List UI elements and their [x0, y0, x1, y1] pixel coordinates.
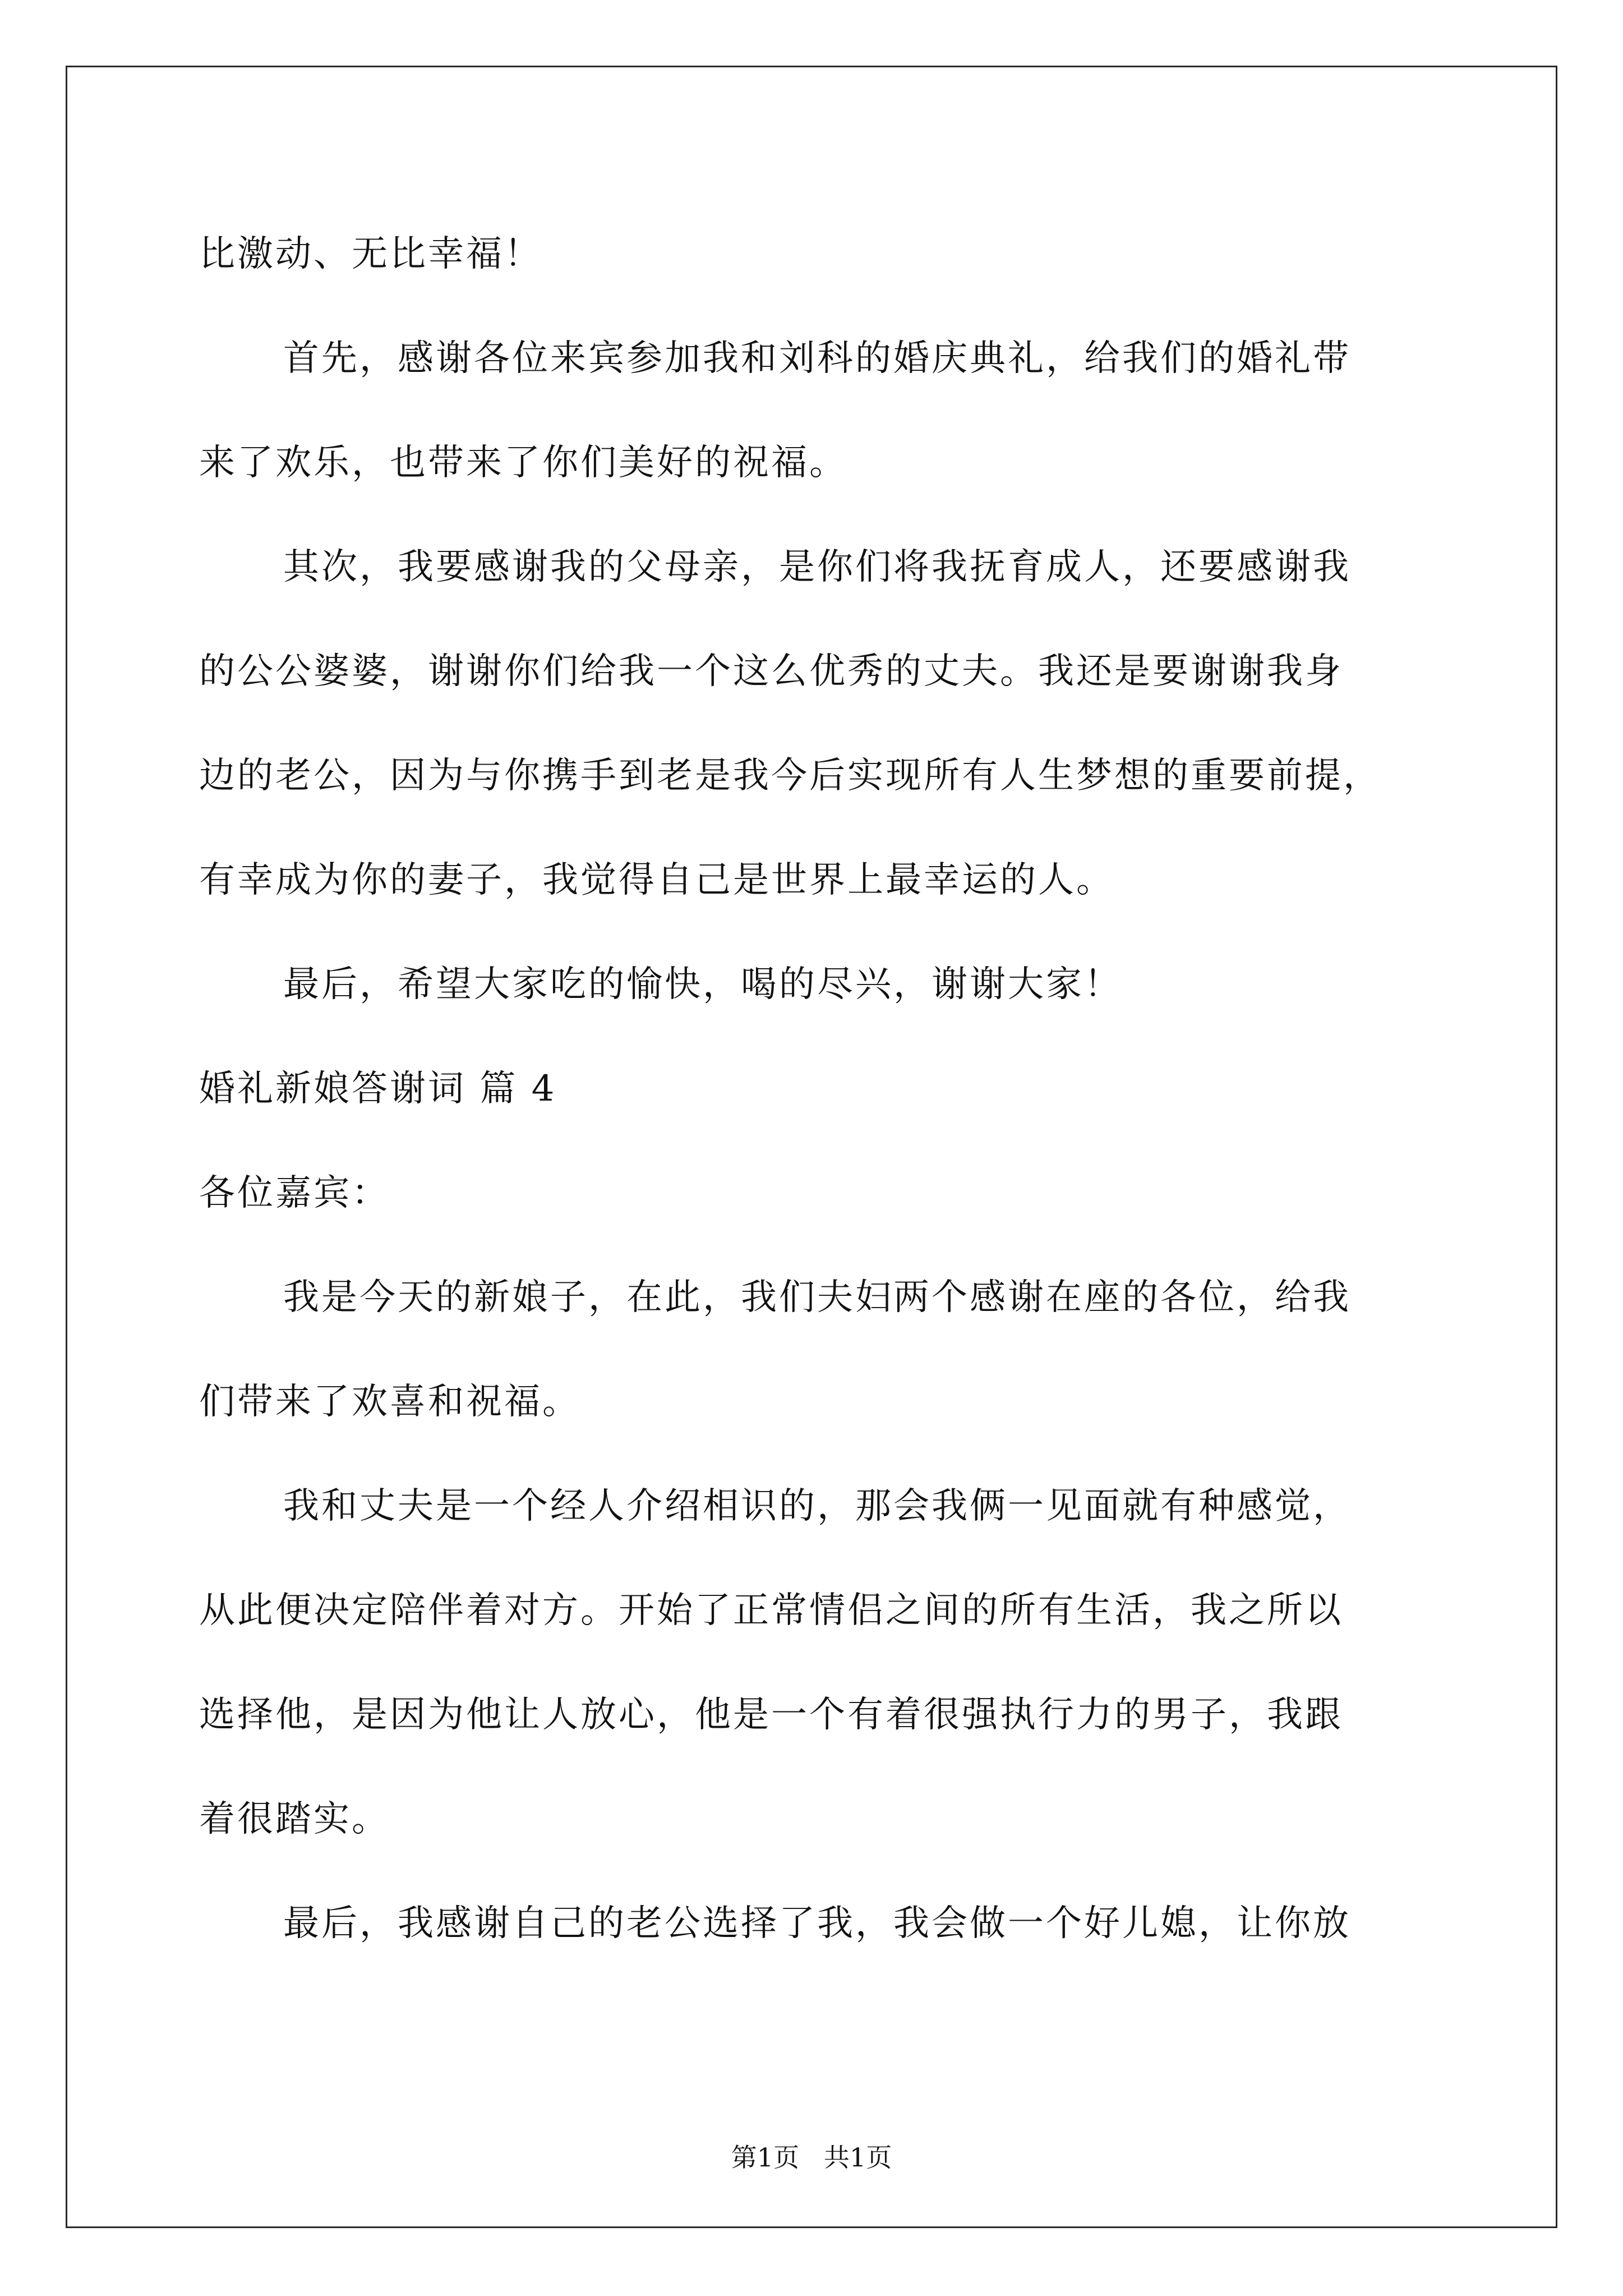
text-line: 来了欢乐，也带来了你们美好的祝福。 [199, 442, 847, 484]
text-line: 最后，希望大家吃的愉快，喝的尽兴，谢谢大家！ [283, 964, 1122, 1005]
salutation: 各位嘉宾： [199, 1172, 390, 1214]
document-body [199, 202, 1461, 1976]
text-line: 们带来了欢喜和祝福。 [199, 1381, 580, 1423]
page-footer: 第1页 共1页 [731, 2142, 892, 2173]
text-line: 从此便决定陪伴着对方。开始了正常情侣之间的所有生活，我之所以 [199, 1590, 1343, 1631]
text-line: 我是今天的新娘子，在此，我们夫妇两个感谢在座的各位，给我 [283, 1277, 1351, 1318]
text-line: 选择他，是因为他让人放心，他是一个有着很强执行力的男子，我跟 [199, 1694, 1343, 1736]
text-line: 着很踏实。 [199, 1798, 390, 1840]
text-line: 有幸成为你的妻子，我觉得自己是世界上最幸运的人。 [199, 859, 1114, 901]
text-line: 最后，我感谢自己的老公选择了我，我会做一个好儿媳，让你放 [283, 1903, 1351, 1944]
text-line: 其次，我要感谢我的父母亲，是你们将我抚育成人，还要感谢我 [283, 546, 1351, 588]
text-line: 边的老公，因为与你携手到老是我今后实现所有人生梦想的重要前提， [199, 755, 1381, 797]
text-line: 我和丈夫是一个经人介绍相识的，那会我俩一见面就有种感觉， [283, 1485, 1351, 1527]
text-line: 比激动、无比幸福！ [199, 233, 542, 275]
section-heading: 婚礼新娘答谢词 篇 4 [199, 1068, 557, 1110]
text-line: 首先，感谢各位来宾参加我和刘科的婚庆典礼，给我们的婚礼带 [283, 338, 1351, 379]
text-line: 的公公婆婆，谢谢你们给我一个这么优秀的丈夫。我还是要谢谢我身 [199, 651, 1343, 692]
